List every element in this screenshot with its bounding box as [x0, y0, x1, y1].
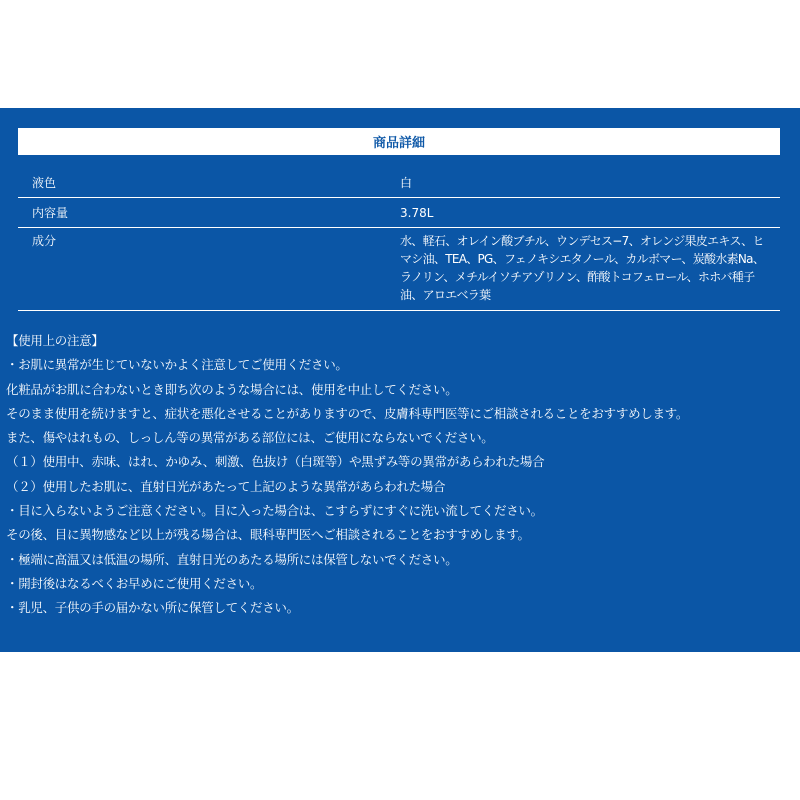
note-line: ・乳児、子供の手の届かない所に保管してください。: [6, 600, 299, 616]
note-line: （１）使用中、赤味、はれ、かゆみ、刺激、色抜け（白斑等）や黒ずみ等の異常があらわれた場合: [6, 454, 545, 470]
note-line: ・極端に高温又は低温の場所、直射日光のあたる場所には保管しないでください。: [6, 551, 458, 567]
spec-row-color: [18, 168, 780, 198]
spec-row-volume: [18, 198, 780, 228]
note-line: ・お肌に異常が生じていないかよく注意してご使用ください。: [6, 357, 348, 373]
note-line: 化粧品がお肌に合わないとき即ち次のような場合には、使用を中止してください。: [6, 381, 458, 397]
section-title: 商品詳細: [18, 128, 780, 155]
note-line: ・目に入らないようご注意ください。目に入った場合は、こすらずにすぐに洗い流してください。: [6, 503, 543, 519]
spec-label: 内容量: [32, 205, 69, 220]
spec-row-ingredients: [18, 228, 780, 311]
spec-table: [18, 168, 780, 311]
note-line: その後、目に異物感など以上が残る場合は、眼科専門医へご相談されることをおすすめします。: [6, 527, 530, 543]
note-line: ・開封後はなるべくお早めにご使用ください。: [6, 575, 263, 591]
usage-notes: [6, 329, 800, 621]
spec-label: 成分: [32, 234, 57, 248]
note-line: （２）使用したお肌に、直射日光があたって上記のような異常があらわれた場合: [6, 478, 446, 494]
spec-value: 白: [400, 175, 413, 190]
notes-heading: 【使用上の注意】: [6, 333, 104, 348]
spec-value: 3.78L: [400, 205, 434, 220]
spec-label: 液色: [32, 175, 57, 190]
note-line: そのまま使用を続けますと、症状を悪化させることがありますので、皮膚科専門医等にご相談されることをおすすめします。: [6, 405, 689, 421]
spec-value: 水、軽石、オレイン酸ブチル、ウンデセス−7、オレンジ果皮エキス、ヒマシ油、TEA、PG、フェノキシエタノール、カルボマー、炭酸水素Na、ラノリン、メチルイソチアゾリノン、酢酸トコフェロール、ホホバ種子油、アロエベラ葉: [400, 234, 765, 302]
note-line: また、傷やはれもの、しっしん等の異常がある部位には、ご使用にならないでください。: [6, 430, 494, 446]
product-detail-panel: [0, 108, 800, 652]
